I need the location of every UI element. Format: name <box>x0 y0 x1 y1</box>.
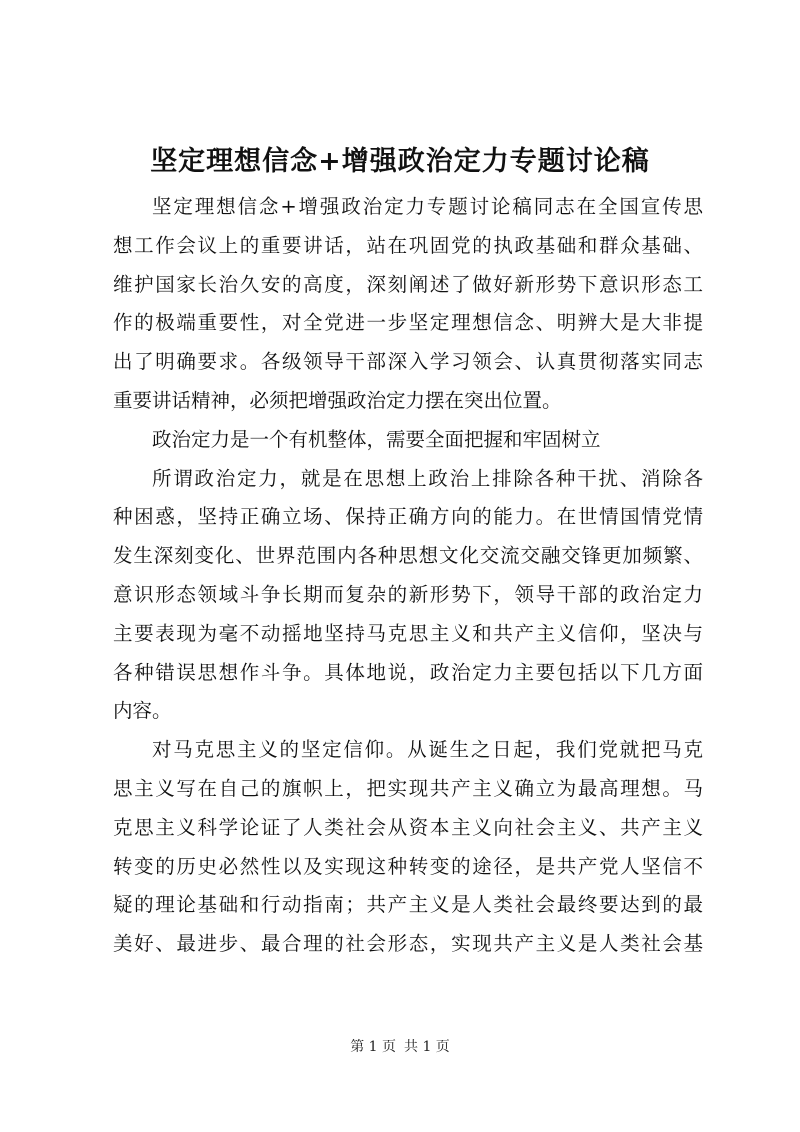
text-line: 所谓政治定力，就是在思想上政治上排除各种干扰、消除各 <box>152 466 703 490</box>
paragraph <box>113 421 703 460</box>
text-line: 政治定力是一个有机整体，需要全面把握和牢固树立 <box>152 427 601 451</box>
text-line: 内容。 <box>113 699 172 723</box>
text-line: 维护国家长治久安的高度，深刻阐述了做好新形势下意识形态工 <box>113 272 703 296</box>
text-line: 发生深刻变化、世界范围内各种思想文化交流交融交锋更加频繁、 <box>113 544 703 568</box>
text-line: 各种错误思想作斗争。具体地说，政治定力主要包括以下几方面 <box>113 660 703 684</box>
page-total: 共 1 页 <box>404 1039 450 1055</box>
text-line: 主要表现为毫不动摇地坚持马克思主义和共产主义信仰，坚决与 <box>113 621 703 645</box>
text-line: 种困惑，坚持正确立场、保持正确方向的能力。在世情国情党情 <box>113 505 703 529</box>
paragraph <box>113 188 703 421</box>
text-line: 疑的理论基础和行动指南；共产主义是人类社会最终要达到的最 <box>113 893 703 917</box>
text-line: 对马克思主义的坚定信仰。从诞生之日起，我们党就把马克 <box>152 738 703 762</box>
paragraph <box>113 731 703 964</box>
text-line: 作的极端重要性，对全党进一步坚定理想信念、明辨大是大非提 <box>113 311 703 335</box>
text-line: 想工作会议上的重要讲话，站在巩固党的执政基础和群众基础、 <box>113 233 703 257</box>
text-line: 美好、最进步、最合理的社会形态，实现共产主义是人类社会基 <box>113 932 703 956</box>
text-line: 转变的历史必然性以及实现这种转变的途径，是共产党人坚信不 <box>113 854 703 878</box>
text-line: 意识形态领域斗争长期而复杂的新形势下，领导干部的政治定力 <box>113 582 703 606</box>
document-body <box>113 188 703 964</box>
text-line: 思主义写在自己的旗帜上，把实现共产主义确立为最高理想。马 <box>113 776 703 800</box>
document-title: 坚定理想信念+增强政治定力专题讨论稿 <box>150 146 650 177</box>
text-line: 克思主义科学论证了人类社会从资本主义向社会主义、共产主义 <box>113 815 703 839</box>
paragraph <box>113 460 703 732</box>
text-line: 出了明确要求。各级领导干部深入学习领会、认真贯彻落实同志 <box>113 350 703 374</box>
page-number: 第 1 页 <box>350 1039 396 1055</box>
text-line: 坚定理想信念+增强政治定力专题讨论稿同志在全国宣传思 <box>152 195 703 218</box>
text-line: 重要讲话精神，必须把增强政治定力摆在突出位置。 <box>113 388 562 412</box>
page-footer <box>0 1037 800 1057</box>
